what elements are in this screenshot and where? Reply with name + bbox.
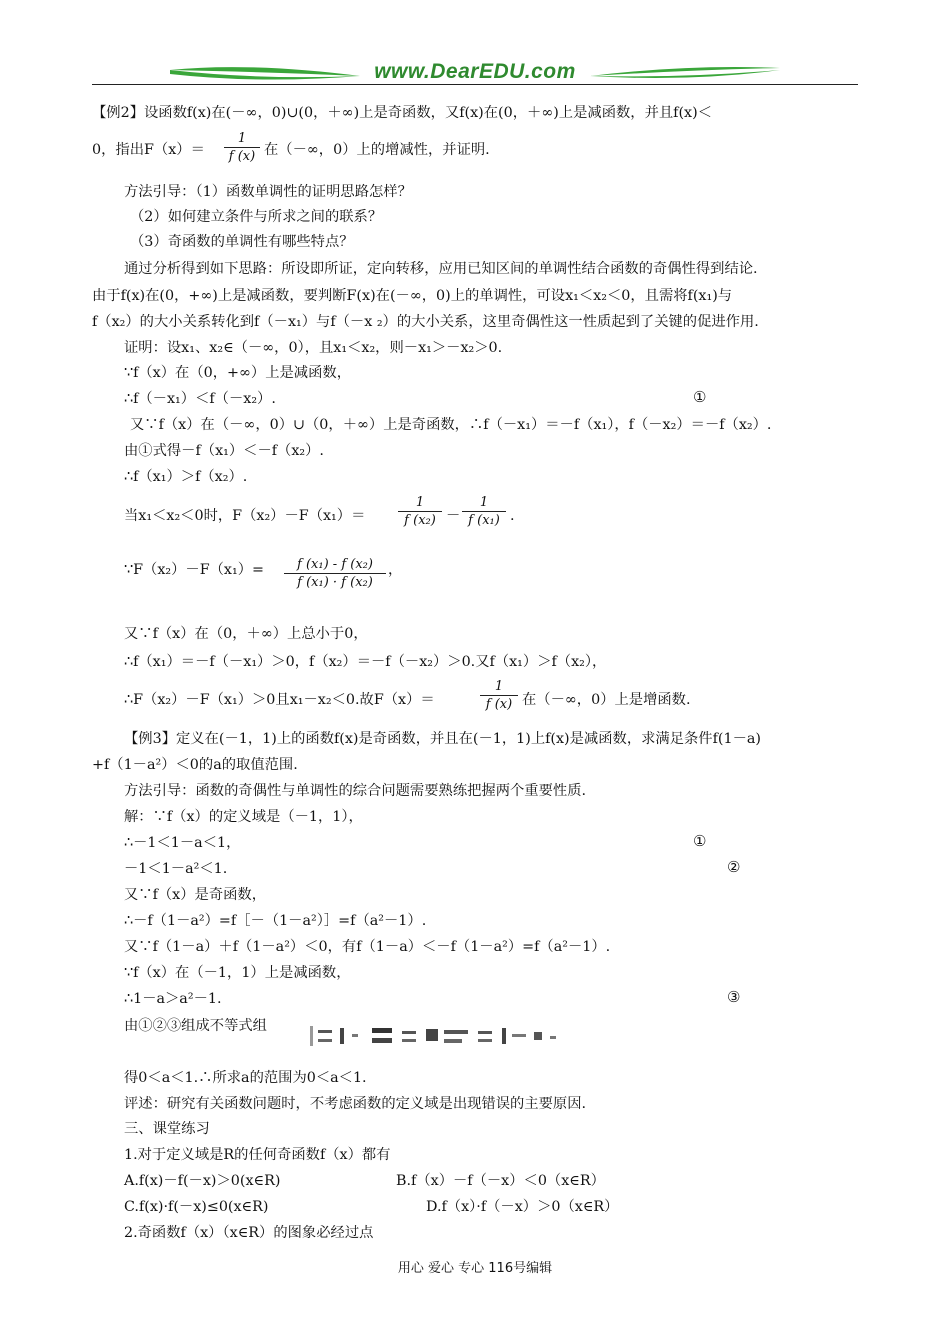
text-line: 解：∵f（x）的定义域是（－1，1）， [124, 809, 363, 825]
text-line: ∴－1＜1－a＜1， [124, 835, 241, 851]
text-line: f（x₂）的大小关系转化到f（－x₁）与f（－x ₂）的大小关系，这里奇偶性这一性质起到了关键的促进作用. [92, 314, 759, 330]
text-line: ∴f（x₁）＝－f（－x₁）＞0，f（x₂）＝－f（－x₂）＞0.又f（x₁）＞f（x₂）， [124, 654, 607, 670]
fraction-numerator: f (x₁) - f (x₂) [297, 557, 373, 572]
fraction [460, 494, 508, 529]
fraction-denominator: f (x) [228, 149, 256, 164]
text-line: 由①②③组成不等式组 [124, 1018, 267, 1034]
text-line: （2）如何建立条件与所求之间的联系？ [130, 209, 383, 225]
text-line: 证明：设x₁、x₂∈（－∞，0），且x₁＜x₂，则－x₁＞－x₂＞0. [124, 340, 503, 356]
text-line: 0，指出F（x）＝ [92, 142, 205, 158]
circled-number: ② [727, 858, 741, 876]
text-line: ， [388, 562, 403, 578]
option-a: A.f(x)－f(－x)＞0(x∈R) [124, 1173, 281, 1189]
text-line: 得0＜a＜1.∴所求a的范围为0＜a＜1. [124, 1070, 367, 1086]
question-stem: 1.对于定义域是R的任何奇函数f（x）都有 [124, 1147, 391, 1163]
circled-number: ① [693, 832, 707, 850]
fraction-denominator: f (x₁) · f (x₂) [297, 575, 373, 590]
header-rule [92, 84, 858, 85]
fraction-denominator: f (x₁) [468, 513, 500, 528]
fraction-denominator: f (x) [485, 697, 513, 712]
circled-number: ③ [727, 988, 741, 1006]
option-d: D.f（x）·f（－x）＞0（x∈R） [426, 1199, 619, 1215]
text-line: 【例2】设函数f(x)在(－∞，0)∪(0，＋∞)上是奇函数，又f(x)在(0，＋∞)上是减函数，并且f(x)＜ [92, 105, 712, 121]
fraction-numerator: 1 [237, 131, 247, 146]
fraction-numerator: 1 [479, 495, 489, 510]
text-line: 由于f(x)在(0，+∞)上是减函数，要判断F(x)在(－∞，0)上的单调性，可设x₁＜x₂＜0，且需将f(x₁)与 [92, 288, 733, 304]
circled-number: ① [693, 388, 707, 406]
fraction-numerator: 1 [494, 679, 504, 694]
text-line: ∴1－a＞a²－1. [124, 991, 222, 1007]
text-line: 通过分析得到如下思路：所设即所证，定向转移，应用已知区间的单调性结合函数的奇偶性得到结论. [124, 261, 758, 277]
text-line: 方法引导：（1）函数单调性的证明思路怎样？ [124, 184, 412, 200]
text-line: 由①式得－f（x₁）＜－f（x₂）. [124, 443, 324, 459]
fraction [282, 556, 388, 591]
section-heading: 三、课堂练习 [124, 1121, 210, 1137]
text-line: （3）奇函数的单调性有哪些特点？ [130, 234, 354, 250]
text-line: 在（－∞，0）上是增函数. [522, 692, 691, 708]
text-line: － [446, 508, 461, 524]
text-line: 方法引导：函数的奇偶性与单调性的综合问题需要熟练把握两个重要性质. [124, 783, 587, 799]
page-footer: 用心 爱心 专心 116号编辑 [397, 1261, 553, 1276]
text-line: 在（－∞，0）上的增减性，并证明. [264, 142, 490, 158]
text-line: ∴－f（1－a²）=f［－（1－a²）］=f（a²－1）. [124, 913, 427, 929]
fraction [478, 678, 520, 713]
text-line: 又∵f（x）在（0，＋∞）上总小于0， [124, 626, 368, 642]
text-line: 又∵f（x）是奇函数， [124, 887, 267, 903]
text-line: －1＜1－a²＜1. [124, 861, 228, 877]
text-line: 又∵f（x）在（－∞，0）∪（0，＋∞）上是奇函数，∴f（－x₁）＝－f（x₁），f（－x₂）＝－f（x₂）. [130, 417, 772, 433]
text-line: ∴F（x₂）－F（x₁）＞0且x₁－x₂＜0.故F（x）＝ [124, 692, 435, 708]
fraction-denominator: f (x₂) [404, 513, 436, 528]
inequality-system-image [308, 1022, 568, 1050]
text-line: 评述：研究有关函数问题时，不考虑函数的定义域是出现错误的主要原因. [124, 1096, 587, 1112]
site-name: www.DearEDU.com [374, 60, 576, 83]
option-c: C.f(x)·f(－x)≤0(x∈R) [124, 1199, 269, 1215]
fraction-numerator: 1 [415, 495, 425, 510]
text-line: ∵F（x₂）－F（x₁）= [124, 562, 264, 578]
option-b: B.f（x）－f（－x）＜0（x∈R） [396, 1173, 605, 1189]
text-line: . [510, 508, 515, 524]
text-line: ∵f（x）在（0，+∞）上是减函数， [124, 365, 351, 381]
text-line: 【例3】定义在(－1，1)上的函数f(x)是奇函数，并且在(－1，1)上f(x)是减函数，求满足条件f(1－a) [124, 731, 761, 747]
fraction [222, 130, 262, 165]
fraction [396, 494, 444, 529]
text-line: 当x₁＜x₂＜0时，F（x₂）－F（x₁）＝ [124, 508, 366, 524]
text-line: ∴f（－x₁）＜f（－x₂）. [124, 391, 276, 407]
text-line: 又∵f（1－a）＋f（1－a²）＜0，有f（1－a）＜－f（1－a²）=f（a²－1）. [124, 939, 611, 955]
text-line: ∴f（x₁）＞f（x₂）. [124, 469, 248, 485]
text-line: ∵f（x）在（－1，1）上是减函数， [124, 965, 351, 981]
text-line: +f（1－a²）＜0的a的取值范围. [92, 757, 298, 773]
question-stem: 2.奇函数f（x）（x∈R）的图象必经过点 [124, 1225, 374, 1241]
